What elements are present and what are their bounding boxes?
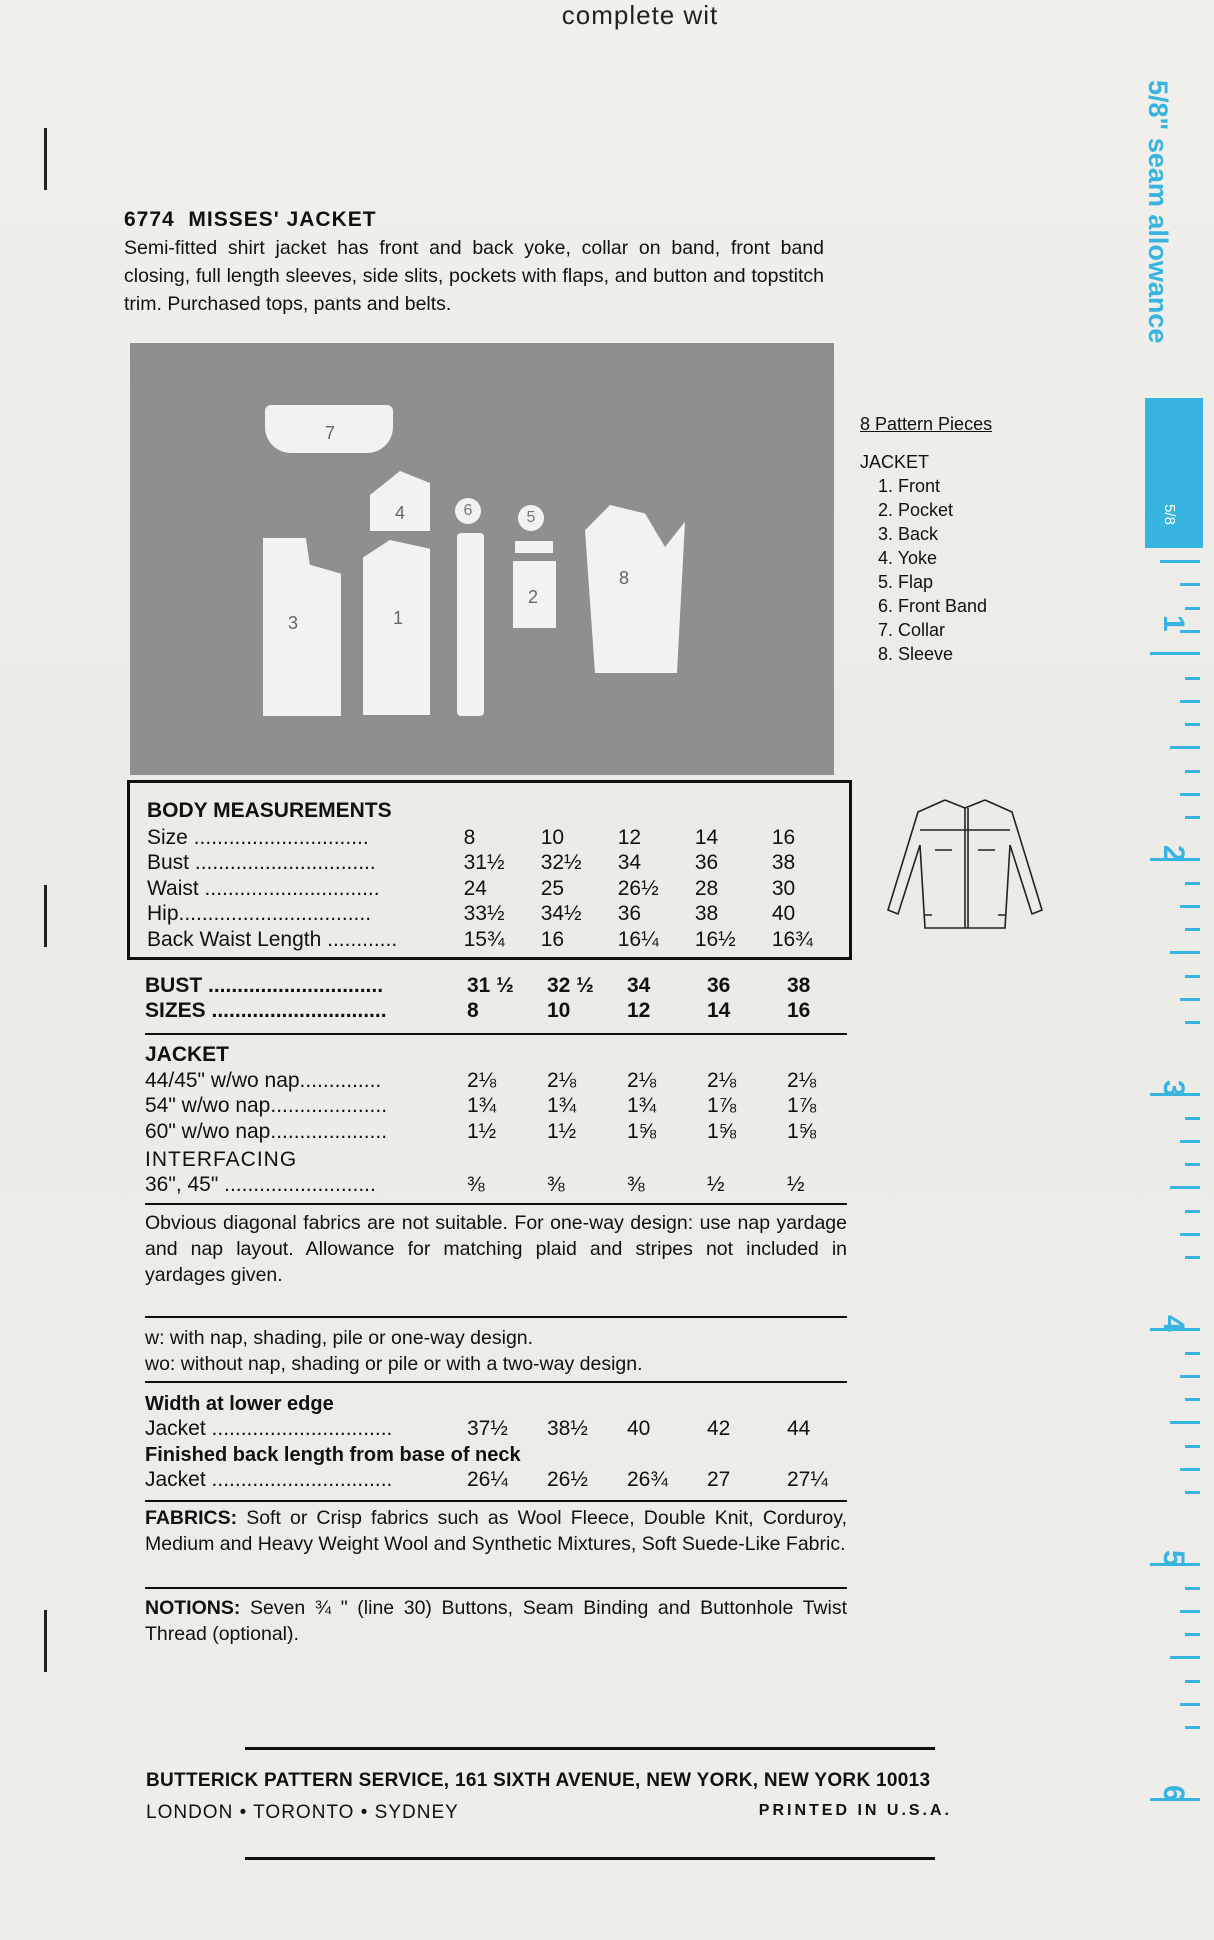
divider [145,1500,847,1502]
pattern-pieces-group: JACKET [860,452,930,472]
table-cell: 34½ [540,902,582,926]
table-cell: 30 [771,876,796,900]
table-cell: 2⅛ [547,1068,577,1092]
fabrics-label: FABRICS: [145,1507,238,1529]
row-label: Bust ............................... [147,851,376,875]
table-cell: 2⅛ [467,1068,497,1092]
row-label: Jacket ............................... [145,1467,393,1491]
piece-front-band [457,533,484,716]
table-cell: 32½ [540,851,582,875]
row-label: 44/45" w/wo nap.............. [145,1068,382,1092]
table-cell: 12 [617,825,642,849]
table-cell: 12 [627,999,651,1023]
divider [145,1203,847,1205]
list-item: 1. Front [878,476,941,496]
publisher-address: BUTTERICK PATTERN SERVICE, 161 SIXTH AVENUE, NEW YORK, NEW YORK 10013 [146,1770,931,1791]
table-row [147,927,849,953]
footer-rule-bottom [245,1857,935,1860]
body-measurements-box [127,780,852,960]
width-heading: Width at lower edge [145,1393,334,1415]
pattern-title [124,208,844,232]
list-item: 8. Sleeve [878,644,954,664]
pattern-pieces-heading: 8 Pattern Pieces [860,414,993,434]
piece-label: 1 [393,608,404,628]
row-label: Jacket ............................... [145,1416,393,1440]
width-table [145,1416,867,1442]
seam-allowance-ruler [1130,0,1214,1940]
table-cell: 14 [707,999,731,1023]
length-table [145,1467,867,1493]
list-item: 3. Back [878,524,939,544]
table-row [147,902,849,928]
table-row [145,1119,867,1145]
fabrics-text: Soft or Crisp fabrics such as Wool Fleece, Double Knit, Corduroy, Medium and Heavy Weight Wool and Synthetic Mixtures, Soft Suede-Like Fabric. [145,1507,847,1555]
table-row [145,1416,867,1442]
table-row [147,825,849,851]
table-cell: 1⅞ [787,1094,817,1118]
piece-label: 4 [395,503,406,523]
interfacing-table [145,1172,867,1198]
table-cell: 31 ½ [467,973,514,997]
table-cell: 1½ [547,1119,577,1143]
jacket-sketch [880,790,1050,940]
ruler-inch-label: 3 [1157,1080,1190,1097]
table-cell: 16¼ [617,927,659,951]
body-measurements-table [147,825,849,953]
printed-in: PRINTED IN U.S.A. [758,1802,952,1819]
table-cell: 14 [694,825,719,849]
table-cell: 38 [771,851,796,875]
table-cell: 40 [771,902,796,926]
table-cell: 2⅛ [707,1068,737,1092]
ruler-inch-label: 1 [1157,615,1190,632]
nap-with-note: w: with nap, shading, pile or one-way design. [145,1327,534,1349]
pattern-header [124,208,844,318]
table-cell: 10 [547,999,571,1023]
fabric-notes: Obvious diagonal fabrics are not suitable. For one-way design: use nap yardage and nap layout. Allowance for matching plaid and stripes not included in yardages given. [145,1212,847,1286]
seam-allowance-label: 5/8" seam allowance [1143,80,1173,344]
divider [145,1587,847,1589]
notions-text: Seven ¾ " (line 30) Buttons, Seam Binding and Buttonhole Twist Thread (optional). [145,1597,847,1645]
table-cell: 1¾ [467,1094,497,1118]
table-cell: 31½ [463,851,505,875]
table-cell: 8 [467,999,479,1023]
table-cell: 2⅛ [787,1068,817,1092]
table-cell: 34 [617,851,642,875]
sizes-table [145,973,867,1024]
table-cell: 24 [463,876,487,900]
table-cell: 27 [707,1467,731,1491]
row-label: Size .............................. [147,825,369,849]
list-item: 7. Collar [878,620,946,640]
table-cell: 42 [707,1416,731,1440]
piece-label: 3 [288,613,299,633]
table-cell: 37½ [467,1416,508,1440]
divider [145,1316,847,1318]
row-label: SIZES .............................. [145,999,387,1023]
top-flap-text: complete wit [561,0,719,30]
table-cell: 16½ [694,927,736,951]
row-label: Back Waist Length ............ [147,927,398,951]
table-cell: 1⅝ [787,1119,817,1143]
list-item: 6. Front Band [878,596,988,616]
table-cell: 8 [463,825,476,849]
table-row [145,1094,867,1120]
table-cell: 16 [771,825,796,849]
footer [146,1770,1052,1824]
divider [145,1381,847,1383]
row-label: 60" w/wo nap.................... [145,1119,388,1143]
row-label: 54" w/wo nap.................... [145,1094,388,1118]
table-cell: 36 [694,851,719,875]
row-label: Hip................................. [147,902,372,926]
table-cell: 26½ [617,876,659,900]
interfacing-heading: INTERFACING [145,1148,298,1171]
ruler-inch-label: 4 [1157,1315,1190,1332]
table-cell: ⅜ [627,1172,645,1196]
yardage-table [145,1068,867,1145]
seam-allowance-box [1145,398,1203,548]
piece-label: 5 [518,505,544,531]
table-cell: 26½ [547,1467,588,1491]
table-cell: 16¾ [771,927,813,951]
table-row [145,1068,867,1094]
row-label: Waist .............................. [147,876,380,900]
ruler-inch-label: 6 [1157,1785,1190,1802]
table-cell: 1⅝ [627,1119,657,1143]
table-cell: 33½ [463,902,505,926]
table-cell: 25 [540,876,565,900]
fabrics-section [145,1505,847,1557]
table-cell: ½ [707,1172,725,1196]
pattern-pieces-photo [130,343,834,775]
notions-section [145,1595,847,1647]
table-cell: 1⅞ [707,1094,737,1118]
pattern-pieces-list [860,412,992,666]
length-heading: Finished back length from base of neck [145,1444,521,1466]
table-cell: 32 ½ [547,973,594,997]
table-cell: 36 [707,973,731,997]
body-measurements-heading: BODY MEASUREMENTS [147,799,392,822]
footer-rule-top [245,1747,935,1750]
piece-flap [515,541,553,553]
ruler-inch-label: 5 [1157,1550,1190,1567]
table-cell: 1⅝ [707,1119,737,1143]
table-row [147,851,849,877]
piece-label: 6 [455,498,481,524]
publisher-cities: LONDON • TORONTO • SYDNEY [146,1802,459,1823]
table-cell: ⅜ [547,1172,565,1196]
table-cell: ⅜ [467,1172,485,1196]
table-cell: 16 [540,927,565,951]
divider [145,1033,847,1035]
table-cell: 38 [787,973,811,997]
table-row [145,973,867,999]
table-cell: 34 [627,973,651,997]
pattern-name: MISSES' JACKET [188,208,377,231]
ruler-inch-label: 2 [1157,845,1190,862]
yardage-heading: JACKET [145,1043,230,1066]
table-cell: 26¾ [627,1467,668,1491]
pattern-number: 6774 [124,208,175,231]
piece-sleeve [585,505,685,673]
table-cell: 38½ [547,1416,588,1440]
table-row [145,1467,867,1493]
piece-label: 7 [325,423,336,443]
list-item: 4. Yoke [878,548,938,568]
pattern-description: Semi-fitted shirt jacket has front and back yoke, collar on band, front band closing, full length sleeves, side slits, pockets with flaps, and button and topstitch trim. Purchased tops, pants and belts. [124,237,824,315]
table-row [145,1172,867,1198]
table-cell: 10 [540,825,565,849]
table-cell: 1½ [467,1119,497,1143]
table-cell: 2⅛ [627,1068,657,1092]
table-cell: 26¼ [467,1467,508,1491]
table-cell: 16 [787,999,811,1023]
table-cell: 40 [627,1416,651,1440]
piece-label: 8 [619,568,630,588]
table-cell: 44 [787,1416,811,1440]
row-label: 36", 45" .......................... [145,1172,376,1196]
table-row [145,999,867,1025]
row-label: BUST .............................. [145,973,384,997]
table-cell: 38 [694,902,719,926]
piece-label: 2 [528,587,539,607]
table-cell: 36 [617,902,642,926]
list-item: 5. Flap [878,572,934,592]
table-cell: 27¼ [787,1467,828,1491]
seam-allowance-box-label: 5/8 [1160,504,1178,525]
table-cell: 28 [694,876,719,900]
piece-back [263,538,341,716]
notions-label: NOTIONS: [145,1597,241,1619]
nap-without-note: wo: without nap, shading or pile or with a two-way design. [145,1353,643,1375]
table-cell: 1¾ [547,1094,577,1118]
list-item: 2. Pocket [878,500,954,520]
table-row [147,876,849,902]
table-cell: ½ [787,1172,805,1196]
table-cell: 1¾ [627,1094,657,1118]
table-cell: 15¾ [463,927,505,951]
